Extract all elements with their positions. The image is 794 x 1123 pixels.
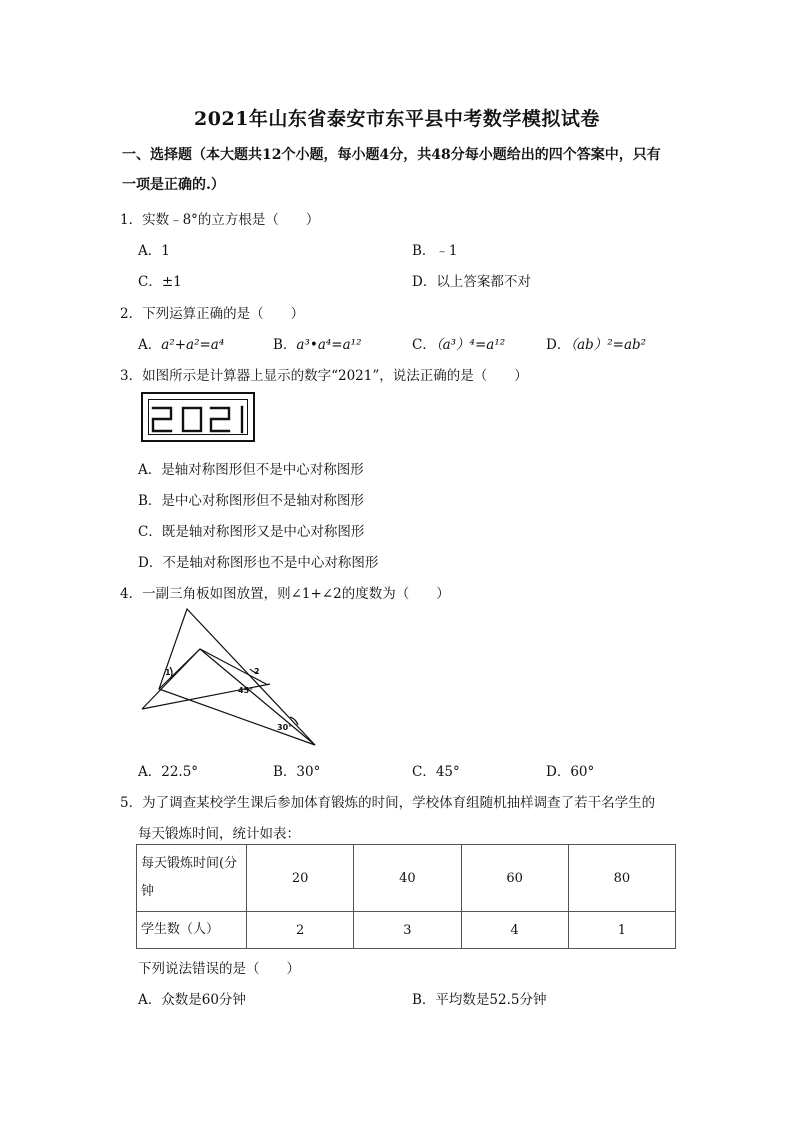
exercise-time-table: [136, 844, 676, 949]
q4-stem: 4．一副三角板如图放置，则∠1+∠2的度数为（ ）: [120, 586, 450, 602]
q1-option-d: D．以上答案都不对: [412, 274, 531, 290]
angle-30-label: 30°: [277, 723, 293, 732]
q5-stem-line-2: 每天锻炼时间，统计如表：: [138, 826, 300, 842]
q1-stem: 1．实数﹣8°的立方根是（ ）: [120, 212, 320, 228]
triangle-figure: [130, 605, 330, 750]
q2-option-b-expr: a³•a⁴=a¹²: [296, 337, 362, 353]
calculator-display: [141, 392, 255, 442]
q2-option-a-label: A．: [138, 337, 162, 353]
q2-option-d-label: D．: [546, 337, 571, 353]
section-heading: [122, 140, 682, 200]
q1-option-c: C．±1: [138, 274, 182, 290]
table-row: [137, 912, 676, 949]
table-cell: 3: [354, 912, 461, 949]
table-cell: 60: [461, 845, 568, 912]
q4-option-c: C．45°: [412, 764, 460, 780]
q2-option-d-expr: （ab）²=ab²: [570, 337, 647, 353]
table-cell: 1: [568, 912, 675, 949]
table-row-header: 每天锻炼时间(分钟: [137, 845, 247, 912]
q5-ask: 下列说法错误的是（ ）: [138, 961, 300, 977]
table-cell: 80: [568, 845, 675, 912]
q2-option-b-label: B．: [273, 337, 297, 353]
q1-option-b: B．﹣1: [412, 243, 458, 259]
calculator-digits: [143, 394, 257, 444]
angle-2-label: 2: [254, 667, 260, 676]
q2-option-c-expr: （a³）⁴=a¹²: [435, 337, 506, 353]
q2-option-c-label: C．: [412, 337, 436, 353]
angle-45-label: 45°: [238, 686, 254, 695]
q2-option-c: [412, 333, 505, 353]
q4-option-b: B．30°: [273, 764, 321, 780]
q3-option-a: A．是轴对称图形但不是中心对称图形: [138, 462, 364, 478]
section-line-1: 一、选择题（本大题共12个小题，每小题4分，共48分每小题给出的四个答案中，只有: [122, 147, 661, 163]
q4-option-a: A．22.5°: [138, 764, 199, 780]
table-cell: 40: [354, 845, 461, 912]
q2-stem: 2．下列运算正确的是（ ）: [120, 306, 305, 322]
q4-option-d: D．60°: [546, 764, 595, 780]
q2-option-a-expr: a²+a²=a⁴: [161, 337, 225, 353]
q5-stem-line-1: 5．为了调查某校学生课后参加体育锻炼的时间，学校体育组随机抽样调查了若干名学生的: [120, 795, 656, 811]
table-cell: 2: [247, 912, 354, 949]
q3-stem: 3．如图所示是计算器上显示的数字“2021”，说法正确的是（ ）: [120, 368, 528, 384]
section-line-2: 一项是正确的.）: [122, 177, 225, 193]
q3-option-c: C．既是轴对称图形又是中心对称图形: [138, 524, 365, 540]
page-title: 2021年山东省泰安市东平县中考数学模拟试卷: [194, 108, 600, 130]
table-cell: 20: [247, 845, 354, 912]
q2-option-b: [273, 333, 362, 353]
q5-option-b: B．平均数是52.5分钟: [412, 992, 547, 1008]
table-row: [137, 845, 676, 912]
angle-1-label: 1: [165, 668, 171, 677]
table-cell: 4: [461, 912, 568, 949]
q3-option-b: B．是中心对称图形但不是轴对称图形: [138, 493, 364, 509]
q3-option-d: D．不是轴对称图形也不是中心对称图形: [138, 555, 379, 571]
q2-option-d: [546, 333, 646, 353]
q5-option-a: A．众数是60分钟: [138, 992, 246, 1008]
table-row-header: 学生数（人）: [137, 912, 247, 949]
q2-option-a: [138, 333, 224, 353]
q1-option-a: A．1: [138, 243, 170, 259]
